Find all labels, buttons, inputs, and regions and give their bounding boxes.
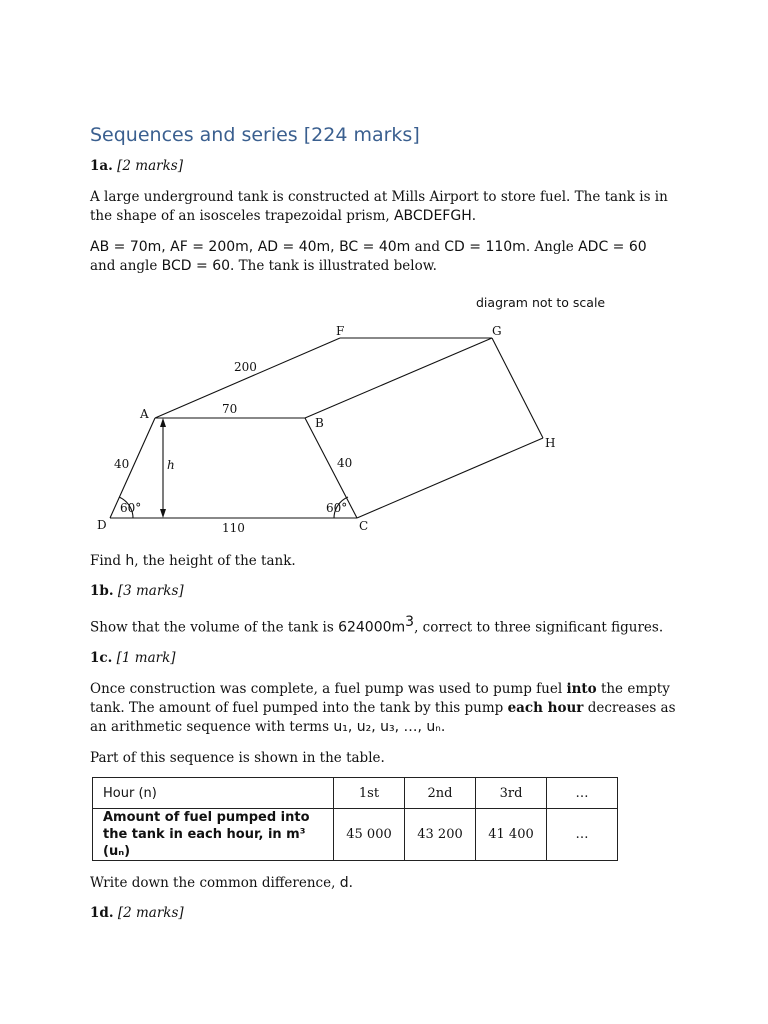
vertex-a: A: [140, 407, 149, 421]
vertex-c: C: [359, 519, 369, 533]
edge-label-40-right: 40: [337, 456, 353, 470]
question-marks: [2 marks]: [117, 158, 183, 174]
tank-diagram: [0, 296, 620, 546]
table-cell: 41 400: [476, 809, 547, 861]
intro-text: A large underground tank is constructed at Mills Airport to store fuel. The tank is in the shape of an isosceles trapezoidal prism,: [90, 189, 668, 224]
prism-name: ABCDEFGH: [393, 208, 472, 224]
after-diagram-section: [90, 552, 680, 780]
edge-ch: [357, 438, 543, 518]
vertex-b: B: [315, 416, 324, 430]
illustrated-text: . The tank is illustrated below.: [230, 258, 437, 274]
question-1b-heading: [90, 583, 680, 599]
question-1c-heading: [90, 650, 680, 666]
dim-ab: AB = 70m: [90, 239, 162, 255]
sequence-terms: u₁, u₂, u₃, …, uₙ.: [333, 718, 446, 735]
edge-bg: [305, 338, 492, 418]
angle-label-left: 60°: [120, 501, 142, 515]
edge-label-200: 200: [234, 360, 257, 374]
dim-ad: AD = 40m: [257, 239, 331, 255]
volume-unit: m: [391, 619, 406, 636]
height-arrow-bottom: [160, 509, 166, 518]
edge-gh: [492, 338, 543, 438]
and-text: and: [414, 239, 440, 255]
var-d: d: [339, 875, 349, 891]
table-cell: 43 200: [405, 809, 476, 861]
table-row: [93, 809, 618, 861]
table-row: [93, 778, 618, 809]
angle-bcd: BCD = 60: [161, 258, 231, 274]
table-header-hour: Hour (n): [93, 778, 334, 809]
height-arrow-top: [160, 418, 166, 427]
sequence-table: [92, 777, 618, 861]
dimensions-paragraph: AB = 70m, AF = 200m, AD = 40m, BC = 40m and CD = 110m. Angle ADC = 60 and angle BCD = 60. The tank is illustrated below.: [90, 239, 647, 274]
page-title: Sequences and series [224 marks]: [90, 124, 420, 146]
volume-value: 624000: [338, 619, 392, 636]
dim-bc: BC = 40m: [339, 239, 411, 255]
question-number: 1c.: [90, 649, 113, 666]
common-difference-paragraph: Write down the common difference, d.: [90, 875, 353, 891]
angle-text: . Angle: [525, 239, 574, 255]
after-table-section: [90, 874, 680, 935]
table-cell: 1st: [334, 778, 405, 809]
vertex-h: H: [545, 436, 556, 450]
pump-paragraph: Once construction was complete, a fuel pump was used to pump fuel into the empty tank. The amount of fuel pumped into the tank by this pump each hour decreases as an arithmetic sequence with terms u₁, u₂, u₃, …, uₙ.: [90, 680, 676, 735]
edge-af: [155, 338, 340, 418]
question-1a-heading: [90, 158, 680, 174]
var-h: h: [125, 553, 135, 569]
vertex-f: F: [336, 324, 345, 338]
edge-label-40-left: 40: [114, 457, 130, 471]
tank-diagram-svg: [0, 296, 620, 546]
table-header-amount: Amount of fuel pumped into the tank in each hour, in m³ (uₙ): [93, 809, 334, 861]
vertex-g: G: [492, 324, 502, 338]
question-number: 1d.: [90, 905, 114, 921]
volume-exponent: 3: [405, 614, 415, 630]
edge-label-110: 110: [222, 521, 245, 535]
document-page: [90, 124, 680, 288]
dim-cd: CD = 110m: [444, 239, 526, 255]
table-cell: …: [547, 778, 618, 809]
table-cell: 2nd: [405, 778, 476, 809]
table-cell: 3rd: [476, 778, 547, 809]
edge-label-70: 70: [222, 402, 238, 416]
angle-adc: ADC = 60: [578, 239, 647, 255]
diagram-note: diagram not to scale: [476, 296, 606, 310]
question-number: 1a.: [90, 158, 113, 174]
find-h-paragraph: Find h, the height of the tank.: [90, 553, 296, 569]
angle-label-right: 60°: [326, 501, 348, 515]
question-marks: [1 mark]: [116, 649, 176, 666]
question-number: 1b.: [90, 583, 114, 599]
part-sequence-paragraph: Part of this sequence is shown in the table.: [90, 749, 385, 766]
table-cell: …: [547, 809, 618, 861]
question-marks: [2 marks]: [117, 905, 184, 921]
show-volume-paragraph: Show that the volume of the tank is $624000m^3$, correct to three significant figures.: [90, 614, 664, 636]
table-cell: 45 000: [334, 809, 405, 861]
question-1d-heading: [90, 905, 680, 921]
dim-af: AF = 200m: [170, 239, 249, 255]
intro-paragraph: A large underground tank is constructed at Mills Airport to store fuel. The tank is in the shape of an isosceles trapezoidal prism, ABCDEFGH.: [90, 189, 668, 224]
question-marks: [3 marks]: [117, 583, 184, 599]
height-label: h: [167, 458, 175, 472]
and-angle-text: and angle: [90, 258, 158, 274]
vertex-d: D: [97, 518, 107, 532]
